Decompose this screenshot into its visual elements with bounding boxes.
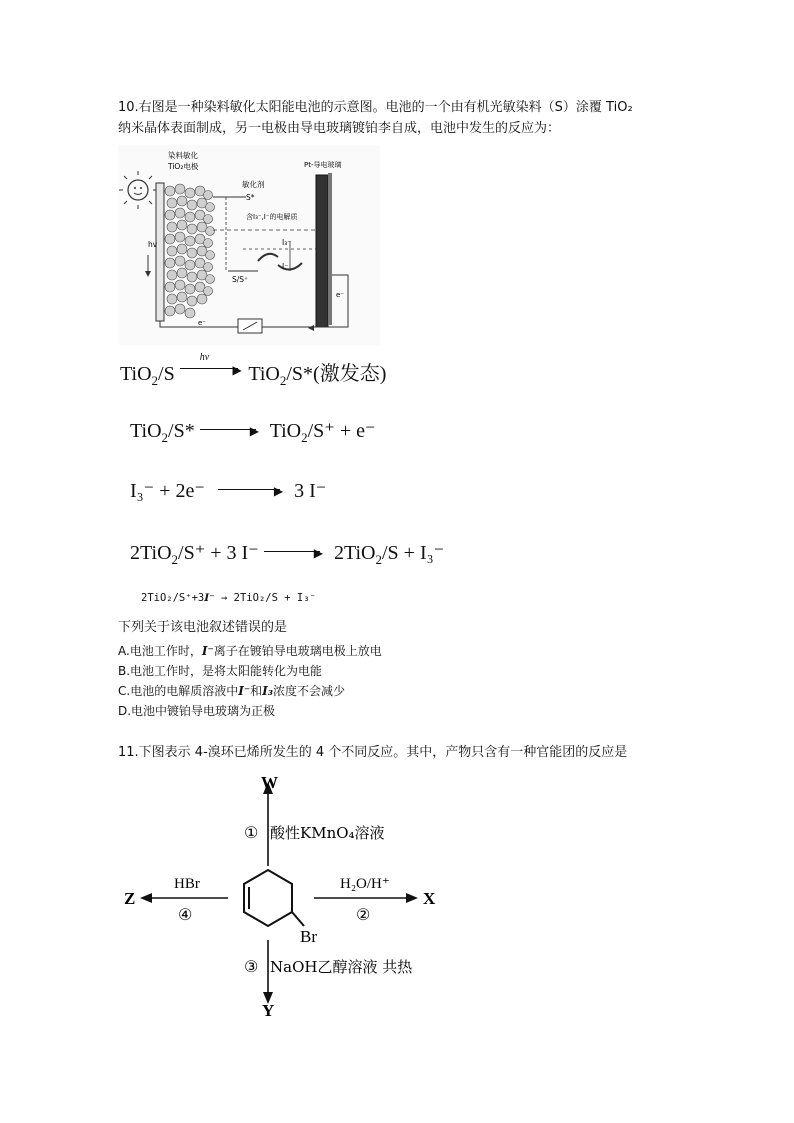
q10-stem-line2: 纳米晶体表面制成，另一电极由导电玻璃镀铂李自成，电池中发生的反应为： <box>118 121 561 136</box>
label-anode-2: TiO₂电极 <box>168 162 199 171</box>
reaction-1-number: ① <box>244 823 259 842</box>
label-s-pair: S/S⁺ <box>232 275 249 284</box>
bromine-label: Br <box>300 927 317 946</box>
label-hv: hv <box>148 240 158 249</box>
option-c[interactable]: C.电池的电解质溶液中I⁻和I₃浓度不会减少 <box>118 684 346 698</box>
equation-3: I₃⁻ + 2e⁻ ▶ 3 I⁻ <box>130 480 327 502</box>
product-x: X <box>423 889 436 908</box>
product-z: Z <box>124 889 136 908</box>
q11-stem: 11.下图表示 4-溴环已烯所发生的 4 个不同反应。其中，产物只含有一种官能团的反应是 <box>118 745 628 760</box>
arrow-hv: hv ▶ <box>180 366 244 380</box>
label-s-star: S* <box>246 193 255 202</box>
reaction-2-number: ② <box>356 905 371 924</box>
reaction-3-reagent: NaOH乙醇溶液 共热 <box>270 958 413 976</box>
label-anode-1: 染料敏化 <box>168 151 198 160</box>
cyclohexene-ring <box>244 870 304 926</box>
reaction-1-reagent: 酸性KMnO₄溶液 <box>270 824 385 842</box>
label-i: I⁻ <box>282 262 289 271</box>
option-d[interactable]: D.电池中镀铂导电玻璃为正极 <box>118 704 276 718</box>
reaction-2-reagent: H₂O/H⁺ <box>340 876 390 892</box>
label-electrolyte: 含I₃⁻,I⁻的电解质 <box>246 213 298 221</box>
equation-4: 2TiO$_2$/S⁺ + 3 I⁻ ▶ 2TiO$_2$/S + I₃⁻ <box>130 542 445 567</box>
label-sensitizer: 敏化剂 <box>242 180 265 189</box>
solar-cell-diagram <box>118 145 380 345</box>
reaction-4-number: ④ <box>178 905 193 924</box>
q10-question: 下列关于该电池叙述错误的是 <box>118 620 288 635</box>
option-b[interactable]: B.电池工作时，是将太阳能转化为电能 <box>118 664 323 678</box>
product-y: Y <box>262 1001 275 1020</box>
label-e-right: e⁻ <box>336 291 345 299</box>
label-i3: I₃⁻ <box>282 238 292 247</box>
reaction-scheme <box>118 770 478 1020</box>
q10-stem-line1: 10.右图是一种染料敏化太阳能电池的示意图。电池的一个由有机光敏染料（S）涂覆 TiO₂ <box>118 100 633 115</box>
option-a[interactable]: A.电池工作时，I⁻离子在镀铂导电玻璃电极上放电 <box>118 644 382 658</box>
product-w: W <box>261 773 278 792</box>
label-e-bottom: e⁻ <box>198 319 207 327</box>
equation-2: TiO$_2$/S* ▶ TiO$_2$/S⁺ + e⁻ <box>130 420 376 445</box>
tio2-particles <box>165 184 215 318</box>
label-cathode: Pt-导电玻璃 <box>304 161 342 169</box>
equation-1: TiO$_2$/S hv ▶ TiO$_2$/S*(激发态) <box>120 352 387 388</box>
reaction-4-reagent: HBr <box>174 876 200 892</box>
reaction-3-number: ③ <box>244 957 259 976</box>
small-equation: 2TiO₂/S⁺+3I⁻ → 2TiO₂/S + I₃⁻ <box>141 592 316 604</box>
